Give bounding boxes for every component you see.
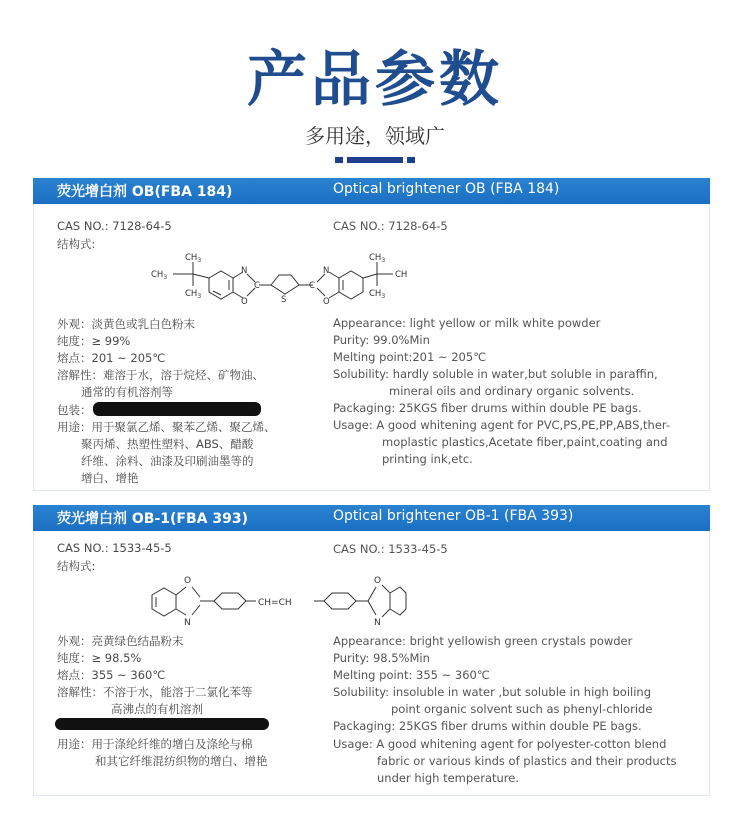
melting-point-en: Melting point: 355 ~ 360℃ [333,668,490,682]
solubility-cn: 溶解性：难溶于水，溶于烷烃、矿物油、 [57,368,264,382]
usage-cn-cont: 和其它纤维混纺织物的增白、增艳 [95,754,268,768]
product-card-ob [33,178,710,492]
solubility-en-cont: point organic solvent such as phenyl-chloride [391,702,653,716]
solubility-en-cont: mineral oils and ordinary organic solvents. [389,384,635,398]
appearance-cn: 外观：亮黄绿色结晶粉末 [57,634,184,648]
svg-text:CH: CH [395,270,408,280]
structure-label: 结构式: [57,559,96,573]
usage-cn-cont: 聚丙烯、热塑性塑料、ABS、醋酸 [81,437,254,451]
purity-en: Purity: 98.5%Min [333,651,430,665]
usage-en-cont: fabric or various kinds of plastics and their products [377,754,677,768]
solubility-cn-cont: 高沸点的有机溶剂 [111,702,203,716]
cas-number-en: CAS NO.: 7128-64-5 [333,219,448,233]
title-divider [335,157,415,163]
svg-text:O: O [323,297,330,307]
usage-en-cont: moplastic plastics,Acetate fiber,paint,coating and [382,435,668,449]
svg-text:O: O [241,297,248,307]
usage-en-cont: under high temperature. [377,771,520,785]
svg-text:CH=CH: CH=CH [258,598,292,608]
product-card-ob1 [33,505,710,797]
redaction-bar [55,718,269,730]
svg-text:N: N [323,266,330,276]
product-band [33,505,710,531]
svg-text:O: O [184,576,192,586]
appearance-cn: 外观：淡黄色或乳白色粉末 [57,317,195,331]
packaging-cn: 包装： [57,403,92,417]
appearance-en: Appearance: light yellow or milk white powder [333,316,601,330]
solubility-cn: 溶解性：不溶于水，能溶于二氯化苯等 [57,685,253,699]
solubility-cn-cont: 通常的有机溶剂等 [81,385,173,399]
svg-text:CH3: $CH_3$ [185,253,202,264]
page-title: 产品参数 [247,45,503,115]
usage-cn-cont: 增白、增艳 [81,471,139,485]
structural-formula-ob [143,250,408,312]
structural-formula-ob1 [146,563,406,631]
melting-point-cn: 熔点：355 ~ 360℃ [57,668,166,682]
svg-text:CH3: $CH_3$ [369,253,386,264]
packaging-en: Packaging: 25KGS fiber drums within double PE bags. [333,401,642,415]
product-band [33,178,710,204]
purity-cn: 纯度：≥ 98.5% [57,651,142,665]
svg-text:N: N [184,618,191,628]
cas-number-cn: CAS NO.: 1533-45-5 [57,541,172,555]
svg-text:N: N [374,618,381,628]
product-name-cn: 荧光增白剂 OB(FBA 184) [57,184,233,200]
melting-point-en: Melting point:201 ~ 205℃ [333,350,487,364]
svg-text:O: O [374,576,382,586]
svg-text:CH3: $CH_3$ [151,270,168,281]
usage-cn: 用途：用于涤纶纤维的增白及涤纶与棉 [57,737,253,751]
usage-en: Usage: A good whitening agent for polyester-cotton blend [333,737,667,751]
svg-text:C: C [309,281,315,291]
usage-en-cont: printing ink,etc. [382,452,473,466]
product-name-en: Optical brightener OB-1 (FBA 393) [333,508,574,524]
purity-cn: 纯度：≥ 99% [57,334,131,348]
purity-en: Purity: 99.0%Min [333,333,430,347]
product-name-en: Optical brightener OB (FBA 184) [333,181,560,197]
solubility-en: Solubility: hardly soluble in water,but soluble in paraffin, [333,367,658,381]
melting-point-cn: 熔点：201 ~ 205℃ [57,351,166,365]
usage-cn: 用途：用于聚氯乙烯、聚苯乙烯、聚乙烯、 [57,420,276,434]
svg-text:S: S [281,295,287,305]
cas-number-cn: CAS NO.: 7128-64-5 [57,219,172,233]
appearance-en: Appearance: bright yellowish green crystals powder [333,634,633,648]
packaging-en: Packaging: 25KGS fiber drums within double PE bags. [333,719,642,733]
usage-cn-cont: 纤维、涂料、油漆及印刷油墨等的 [81,454,254,468]
svg-text:CH3: $CH_3$ [369,289,386,300]
structure-label: 结构式: [57,237,96,251]
cas-number-en: CAS NO.: 1533-45-5 [333,542,448,556]
svg-text:C: C [254,281,260,291]
svg-text:N: N [241,266,248,276]
svg-text:CH3: $CH_3$ [185,289,202,300]
product-name-cn: 荧光增白剂 OB-1(FBA 393) [57,511,248,527]
redaction-bar [93,402,261,416]
solubility-en: Solubility: insoluble in water ,but soluble in high boiling [333,685,652,699]
usage-en: Usage: A good whitening agent for PVC,PS,PE,PP,ABS,ther- [333,418,671,432]
page-subtitle: 多用途，领域广 [305,124,445,148]
